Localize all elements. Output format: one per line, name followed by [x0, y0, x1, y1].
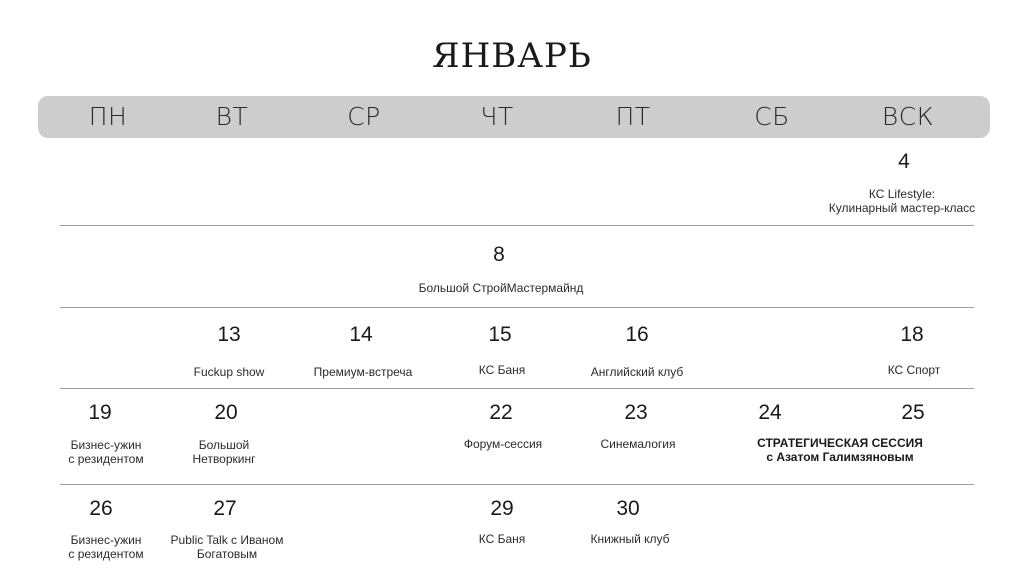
event-label[interactable]: КС Баня: [478, 363, 526, 377]
weekday-sun: ВСК: [881, 102, 935, 131]
day-cell-29: 29: [490, 497, 514, 520]
event-line: Богатовым: [196, 547, 258, 561]
day-cell-4: 4: [898, 150, 910, 173]
event-label[interactable]: КС Баня: [478, 532, 526, 546]
event-line: Кулинарный мастер-класс: [828, 201, 976, 215]
day-cell-18: 18: [900, 323, 924, 346]
event-line: Public Talk с Иваном: [170, 533, 284, 547]
weekday-fri: ПТ: [615, 102, 651, 131]
event-label[interactable]: Синемалогия: [600, 437, 676, 451]
week-divider: [60, 307, 974, 308]
weekday-wed: СР: [347, 102, 381, 131]
event-line: Большой: [198, 438, 250, 452]
event-label[interactable]: Большой СтройМастермайнд: [418, 281, 584, 295]
day-cell-24: 24: [758, 401, 782, 424]
weekday-sat: СБ: [754, 102, 790, 131]
event-line: Бизнес-ужин: [70, 438, 142, 452]
event-line: СТРАТЕГИЧЕСКАЯ СЕССИЯ: [757, 436, 923, 450]
month-title: ЯНВАРЬ: [432, 36, 592, 76]
event-label[interactable]: [129, 438, 319, 466]
week-divider: [60, 388, 974, 389]
event-label[interactable]: [132, 533, 322, 561]
event-label[interactable]: Fuckup show: [193, 365, 265, 379]
event-line: КС Lifestyle:: [868, 187, 936, 201]
day-cell-22: 22: [489, 401, 513, 424]
day-cell-26: 26: [89, 497, 113, 520]
day-cell-15: 15: [488, 323, 512, 346]
day-cell-25: 25: [901, 401, 925, 424]
event-label[interactable]: Премиум-встреча: [313, 365, 413, 379]
weekday-mon: ПН: [88, 102, 128, 131]
weekday-header: [38, 96, 990, 138]
event-line: Бизнес-ужин: [70, 533, 142, 547]
day-cell-20: 20: [214, 401, 238, 424]
day-cell-16: 16: [625, 323, 649, 346]
event-line: с резидентом: [68, 547, 144, 561]
week-divider: [60, 225, 974, 226]
day-cell-23: 23: [624, 401, 648, 424]
event-label[interactable]: Форум-сессия: [463, 437, 543, 451]
weekday-thu: ЧТ: [480, 102, 514, 131]
day-cell-27: 27: [213, 497, 237, 520]
event-line: с резидентом: [68, 452, 144, 466]
event-line: Нетворкинг: [192, 452, 256, 466]
day-cell-19: 19: [88, 401, 112, 424]
event-label[interactable]: [782, 187, 1022, 215]
day-cell-30: 30: [616, 497, 640, 520]
event-label[interactable]: Книжный клуб: [590, 532, 670, 546]
highlight-event[interactable]: [720, 436, 960, 464]
weekday-tue: ВТ: [215, 102, 249, 131]
day-cell-8: 8: [493, 243, 505, 266]
day-cell-13: 13: [217, 323, 241, 346]
day-cell-14: 14: [349, 323, 373, 346]
event-label[interactable]: КС Спорт: [887, 363, 941, 377]
week-divider: [60, 484, 974, 485]
event-label[interactable]: Английский клуб: [590, 365, 684, 379]
event-line: с Азатом Галимзяновым: [766, 450, 914, 464]
